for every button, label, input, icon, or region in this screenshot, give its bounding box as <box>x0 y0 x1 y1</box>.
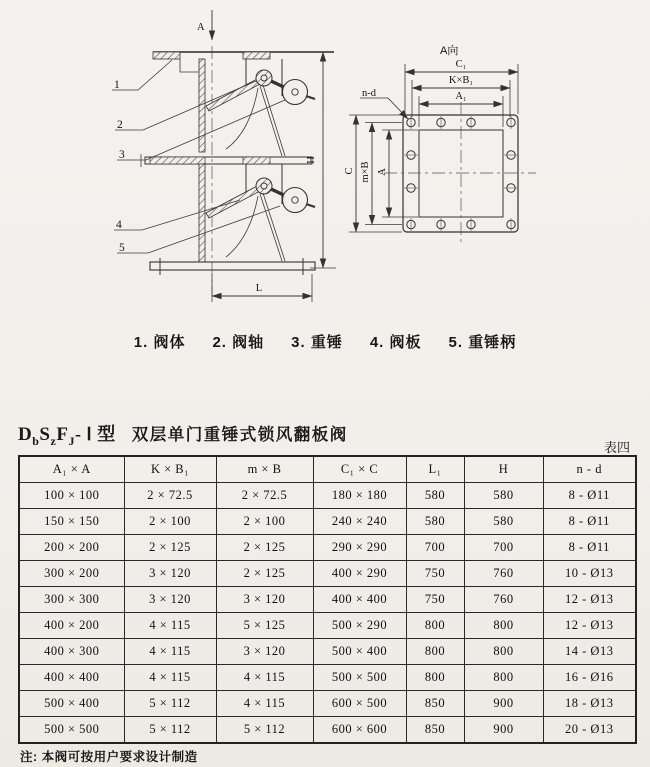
table-cell: 500 × 290 <box>313 613 406 639</box>
table-cell: 5 × 112 <box>124 691 216 717</box>
table-cell: 850 <box>406 717 464 744</box>
table-cell: 3 × 120 <box>124 561 216 587</box>
weight-bolt-upper <box>306 96 315 99</box>
dim-label-c: C <box>344 167 355 175</box>
section-title <box>18 420 348 449</box>
column-header: m × B <box>216 456 313 483</box>
table-cell: 12 - Ø13 <box>543 587 636 613</box>
table-cell: 240 × 240 <box>313 509 406 535</box>
table-cell: 290 × 290 <box>313 535 406 561</box>
valve-type-name: 双层单门重锤式锁风翻板阀 <box>131 426 348 444</box>
table-cell: 180 × 180 <box>313 483 406 509</box>
caption-item: 4. 阀板 <box>369 334 422 351</box>
table-row <box>19 691 636 717</box>
table-cell: 500 × 500 <box>19 717 124 744</box>
table-cell: 600 × 500 <box>313 691 406 717</box>
table-cell: 300 × 200 <box>19 561 124 587</box>
part-number-1: 1 <box>114 79 120 91</box>
table-number-tag: 表四 <box>603 440 630 455</box>
table-cell: 2 × 125 <box>216 535 313 561</box>
caption-item: 5. 重锤柄 <box>448 334 517 351</box>
table-cell: 400 × 200 <box>19 613 124 639</box>
flange-top-view <box>344 43 536 246</box>
dim-label-mb: m×B <box>360 161 371 183</box>
dim-label-a1: A₁ <box>455 91 467 102</box>
part-number-4: 4 <box>116 219 122 231</box>
part-number-3: 3 <box>119 149 125 161</box>
table-row <box>19 665 636 691</box>
table-row <box>19 483 636 509</box>
weight-bolt-lower <box>306 204 315 207</box>
top-flange-hatch-left <box>153 52 180 59</box>
table-cell: 400 × 290 <box>313 561 406 587</box>
leader-1 <box>112 60 172 90</box>
table-cell: 200 × 200 <box>19 535 124 561</box>
flange-outer-square <box>403 115 518 232</box>
table-cell: 2 × 100 <box>216 509 313 535</box>
table-cell: 150 × 150 <box>19 509 124 535</box>
table-cell: 580 <box>464 483 543 509</box>
table-cell: 4 × 115 <box>216 691 313 717</box>
table-cell: 800 <box>464 639 543 665</box>
table-cell: 300 × 300 <box>19 587 124 613</box>
leader-2 <box>115 81 256 130</box>
table-cell: 500 × 500 <box>313 665 406 691</box>
table-header-row <box>19 456 636 483</box>
caption-item: 1. 阀体 <box>133 334 186 351</box>
leader-4 <box>114 200 240 230</box>
column-header: L₁ <box>406 456 464 483</box>
table-cell: 800 <box>464 665 543 691</box>
table-cell: 700 <box>406 535 464 561</box>
part-number-2: 2 <box>117 119 123 131</box>
table-cell: 800 <box>406 639 464 665</box>
dimension-table <box>18 455 637 744</box>
view-a-label: A向 <box>440 45 459 57</box>
column-header: K × B₁ <box>124 456 216 483</box>
table-row <box>19 535 636 561</box>
table-cell: 760 <box>464 561 543 587</box>
table-cell: 700 <box>464 535 543 561</box>
dim-label-kb1: K×B₁ <box>448 75 474 86</box>
table-cell: 100 × 100 <box>19 483 124 509</box>
table-row <box>19 561 636 587</box>
table-cell: 580 <box>464 509 543 535</box>
table-cell: 900 <box>464 717 543 744</box>
table-cell: 18 - Ø13 <box>543 691 636 717</box>
footnote: 注: 本阀可按用户要求设计制造 <box>20 750 198 764</box>
table-cell: 750 <box>406 561 464 587</box>
table-cell: 600 × 600 <box>313 717 406 744</box>
table-row <box>19 509 636 535</box>
body-wall-lower <box>199 164 205 262</box>
table-cell: 5 × 125 <box>216 613 313 639</box>
table-cell: 8 - Ø11 <box>543 509 636 535</box>
table-cell: 2 × 125 <box>216 561 313 587</box>
table-cell: 3 × 120 <box>216 587 313 613</box>
table-cell: 580 <box>406 483 464 509</box>
model-designation: $D_bS_zF_J-$ Ⅰ 型 <box>18 424 116 448</box>
column-header: C₁ × C <box>313 456 406 483</box>
table-cell: 10 - Ø13 <box>543 561 636 587</box>
part-number-5: 5 <box>119 242 125 254</box>
table-cell: 500 × 400 <box>313 639 406 665</box>
column-header: n - d <box>543 456 636 483</box>
dim-label-a: A <box>377 168 388 176</box>
column-header: A₁ × A <box>19 456 124 483</box>
caption-item: 2. 阀轴 <box>212 334 265 351</box>
table-cell: 900 <box>464 691 543 717</box>
view-a-arrow-label: A <box>197 22 205 33</box>
table-cell: 800 <box>406 613 464 639</box>
table-cell: 4 × 115 <box>124 665 216 691</box>
table-cell: 12 - Ø13 <box>543 613 636 639</box>
table-row <box>19 639 636 665</box>
section-view <box>112 10 336 302</box>
table-cell: 4 × 115 <box>216 665 313 691</box>
table-cell: 16 - Ø16 <box>543 665 636 691</box>
table-cell: 3 × 120 <box>124 587 216 613</box>
table-cell: 800 <box>464 613 543 639</box>
top-flange-hatch-right <box>243 52 270 59</box>
table-cell: 400 × 400 <box>313 587 406 613</box>
table-cell: 2 × 100 <box>124 509 216 535</box>
caption-item: 3. 重锤 <box>291 334 343 351</box>
table-row <box>19 717 636 744</box>
dim-label-c1: C₁ <box>455 59 467 70</box>
bottom-flange <box>150 262 315 270</box>
dim-label-l: L <box>255 283 263 294</box>
table-cell: 580 <box>406 509 464 535</box>
table-cell: 8 - Ø11 <box>543 483 636 509</box>
table-cell: 500 × 400 <box>19 691 124 717</box>
table-cell: 4 × 115 <box>124 639 216 665</box>
table-cell: 5 × 112 <box>124 717 216 744</box>
table-cell: 5 × 112 <box>216 717 313 744</box>
table-cell: 3 × 120 <box>216 639 313 665</box>
table-cell: 2 × 125 <box>124 535 216 561</box>
table-cell: 14 - Ø13 <box>543 639 636 665</box>
table-cell: 760 <box>464 587 543 613</box>
parts-caption <box>0 331 650 352</box>
column-header: H <box>464 456 543 483</box>
table-row <box>19 587 636 613</box>
table-cell: 850 <box>406 691 464 717</box>
table-cell: 4 × 115 <box>124 613 216 639</box>
dim-label-nd: n-d <box>362 88 376 99</box>
table-cell: 750 <box>406 587 464 613</box>
table-cell: 8 - Ø11 <box>543 535 636 561</box>
table-cell: 800 <box>406 665 464 691</box>
table-cell: 2 × 72.5 <box>124 483 216 509</box>
table-cell: 400 × 400 <box>19 665 124 691</box>
table-cell: 2 × 72.5 <box>216 483 313 509</box>
table-cell: 20 - Ø13 <box>543 717 636 744</box>
technical-drawing <box>0 0 650 320</box>
table-cell: 400 × 300 <box>19 639 124 665</box>
dim-label-h: H <box>306 156 317 164</box>
table-row <box>19 613 636 639</box>
